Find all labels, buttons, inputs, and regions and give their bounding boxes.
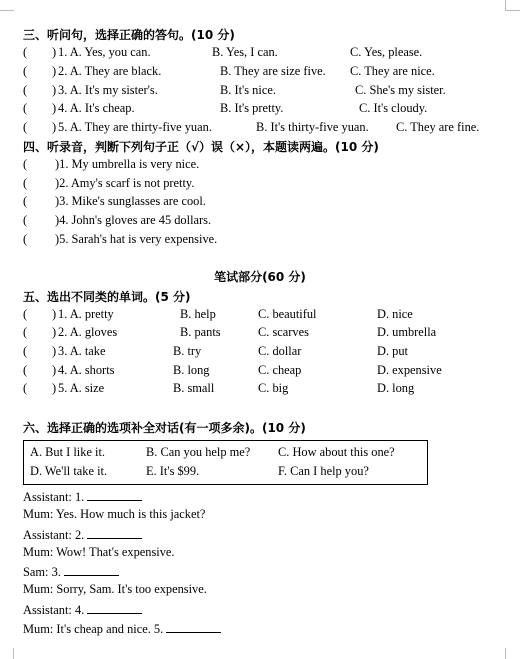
option-b: B. They are size five. <box>220 64 326 78</box>
answer-paren-open: ( <box>23 363 28 377</box>
dialogue-text: Assistant: 1. <box>23 490 85 504</box>
statement-text: )2. Amy's scarf is not pretty. <box>55 176 195 190</box>
option-d: D. nice <box>377 307 413 321</box>
answer-paren-open: ( <box>23 232 28 246</box>
option-d: D. long <box>377 381 415 395</box>
section3-title: 三、听问句，选择正确的答句。(10 分) <box>23 28 235 42</box>
dialogue-text: Mum: Yes. How much is this jacket? <box>23 507 206 521</box>
box-option-c: C. How about this one? <box>278 445 395 459</box>
option-d: D. umbrella <box>377 325 437 339</box>
section4-item-3 <box>23 194 513 212</box>
section6-title: 六、选择正确的选项补全对话(有一项多余)。(10 分) <box>23 421 306 435</box>
section3-item-3 <box>23 83 513 101</box>
box-option-d: D. We'll take it. <box>30 464 108 478</box>
section3-item-1 <box>23 45 513 63</box>
answer-paren-close: ) <box>52 325 57 339</box>
written-part-heading: 笔试部分(60 分) <box>214 270 306 284</box>
dialogue-text: Assistant: 4. <box>23 603 85 617</box>
answer-paren-open: ( <box>23 64 28 78</box>
option-c: C. They are nice. <box>350 64 435 78</box>
answer-paren-open: ( <box>23 83 28 97</box>
crop-mark-top-right-v <box>505 0 506 10</box>
option-c: C. cheap <box>258 363 302 377</box>
section5-item-3 <box>23 344 513 362</box>
answer-paren-close: ) <box>52 120 57 134</box>
answer-paren-close: ) <box>52 64 57 78</box>
option-a: 4. A. shorts <box>58 363 115 377</box>
answer-blank[interactable] <box>166 620 221 633</box>
answer-paren-open: ( <box>23 381 28 395</box>
answer-paren-open: ( <box>23 176 28 190</box>
option-b: B. pants <box>180 325 221 339</box>
option-a: 5. A. They are thirty-five yuan. <box>58 120 212 134</box>
answer-paren-open: ( <box>23 101 28 115</box>
answer-paren-close: ) <box>52 344 57 358</box>
option-a: 3. A. take <box>58 344 106 358</box>
answer-paren-open: ( <box>23 194 28 208</box>
option-b: B. It's pretty. <box>220 101 284 115</box>
box-option-a: A. But I like it. <box>30 445 106 459</box>
box-option-e: E. It's $99. <box>146 464 200 478</box>
option-b: B. It's thirty-five yuan. <box>256 120 369 134</box>
section4-item-1 <box>23 157 513 175</box>
answer-blank[interactable] <box>87 488 142 501</box>
dialogue-line-6 <box>23 582 207 597</box>
option-b: B. help <box>180 307 216 321</box>
section4-item-2 <box>23 176 513 194</box>
answer-paren-close: ) <box>52 45 57 59</box>
statement-text: )3. Mike's sunglasses are cool. <box>55 194 206 208</box>
answer-paren-close: ) <box>52 307 57 321</box>
dialogue-line-2 <box>23 507 205 522</box>
answer-paren-close: ) <box>52 101 57 115</box>
answer-paren-open: ( <box>23 213 28 227</box>
option-a: 4. A. It's cheap. <box>58 101 135 115</box>
section3-item-2 <box>23 64 513 82</box>
statement-text: )5. Sarah's hat is very expensive. <box>55 232 218 246</box>
option-a: 1. A. pretty <box>58 307 114 321</box>
dialogue-line-4 <box>23 545 175 560</box>
option-a: 2. A. gloves <box>58 325 118 339</box>
answer-paren-open: ( <box>23 157 28 171</box>
option-c: C. They are fine. <box>396 120 480 134</box>
dialogue-line-3 <box>23 526 142 543</box>
crop-mark-bottom-right <box>505 648 506 659</box>
section5-item-2 <box>23 325 513 343</box>
section4-title: 四、听录音，判断下列句子正（√）误（×），本题读两遍。(10 分) <box>23 140 379 154</box>
dialogue-text: Sam: 3. <box>23 565 61 579</box>
dialogue-line-7 <box>23 601 142 618</box>
option-b: B. Yes, I can. <box>212 45 278 59</box>
option-d: D. expensive <box>377 363 442 377</box>
option-c: C. beautiful <box>258 307 317 321</box>
crop-mark-top-left <box>0 10 14 11</box>
option-c: C. Yes, please. <box>350 45 423 59</box>
crop-mark-bottom-left <box>13 648 14 659</box>
option-b: B. It's nice. <box>220 83 276 97</box>
box-option-b: B. Can you help me? <box>146 445 251 459</box>
dialogue-text: Mum: Wow! That's expensive. <box>23 545 175 559</box>
option-c: C. scarves <box>258 325 309 339</box>
section4-item-5 <box>23 232 513 250</box>
option-a: 1. A. Yes, you can. <box>58 45 151 59</box>
answer-paren-open: ( <box>23 120 28 134</box>
answer-paren-open: ( <box>23 325 28 339</box>
section5-title: 五、选出不同类的单词。(5 分) <box>23 290 191 304</box>
dialogue-text: Mum: It's cheap and nice. 5. <box>23 622 164 636</box>
answer-blank[interactable] <box>64 563 119 576</box>
answer-blank[interactable] <box>87 526 142 539</box>
answer-paren-open: ( <box>23 307 28 321</box>
answer-paren-close: ) <box>52 83 57 97</box>
dialogue-text: Assistant: 2. <box>23 528 85 542</box>
statement-text: )4. John's gloves are 45 dollars. <box>55 213 212 227</box>
section3-item-5 <box>23 120 513 138</box>
option-a: 3. A. It's my sister's. <box>58 83 158 97</box>
option-b: B. small <box>173 381 215 395</box>
section5-item-5 <box>23 381 513 399</box>
dialogue-text: Mum: Sorry, Sam. It's too expensive. <box>23 582 207 596</box>
section5-item-4 <box>23 363 513 381</box>
options-box <box>23 440 428 485</box>
section3-item-4 <box>23 101 513 119</box>
option-c: C. She's my sister. <box>355 83 446 97</box>
crop-mark-top-right-h <box>505 10 520 11</box>
section4-item-4 <box>23 213 513 231</box>
option-b: B. long <box>173 363 210 377</box>
answer-paren-close: ) <box>52 363 57 377</box>
answer-paren-open: ( <box>23 344 28 358</box>
option-c: C. big <box>258 381 289 395</box>
answer-paren-open: ( <box>23 45 28 59</box>
option-d: D. put <box>377 344 408 358</box>
section5-item-1 <box>23 307 513 325</box>
answer-paren-close: ) <box>52 381 57 395</box>
dialogue-line-1 <box>23 488 142 505</box>
dialogue-line-5 <box>23 563 119 580</box>
option-c: C. dollar <box>258 344 302 358</box>
box-option-f: F. Can I help you? <box>278 464 369 478</box>
dialogue-line-8 <box>23 620 221 637</box>
option-a: 2. A. They are black. <box>58 64 162 78</box>
option-a: 5. A. size <box>58 381 105 395</box>
option-b: B. try <box>173 344 202 358</box>
option-c: C. It's cloudy. <box>359 101 428 115</box>
answer-blank[interactable] <box>87 601 142 614</box>
statement-text: )1. My umbrella is very nice. <box>55 157 200 171</box>
